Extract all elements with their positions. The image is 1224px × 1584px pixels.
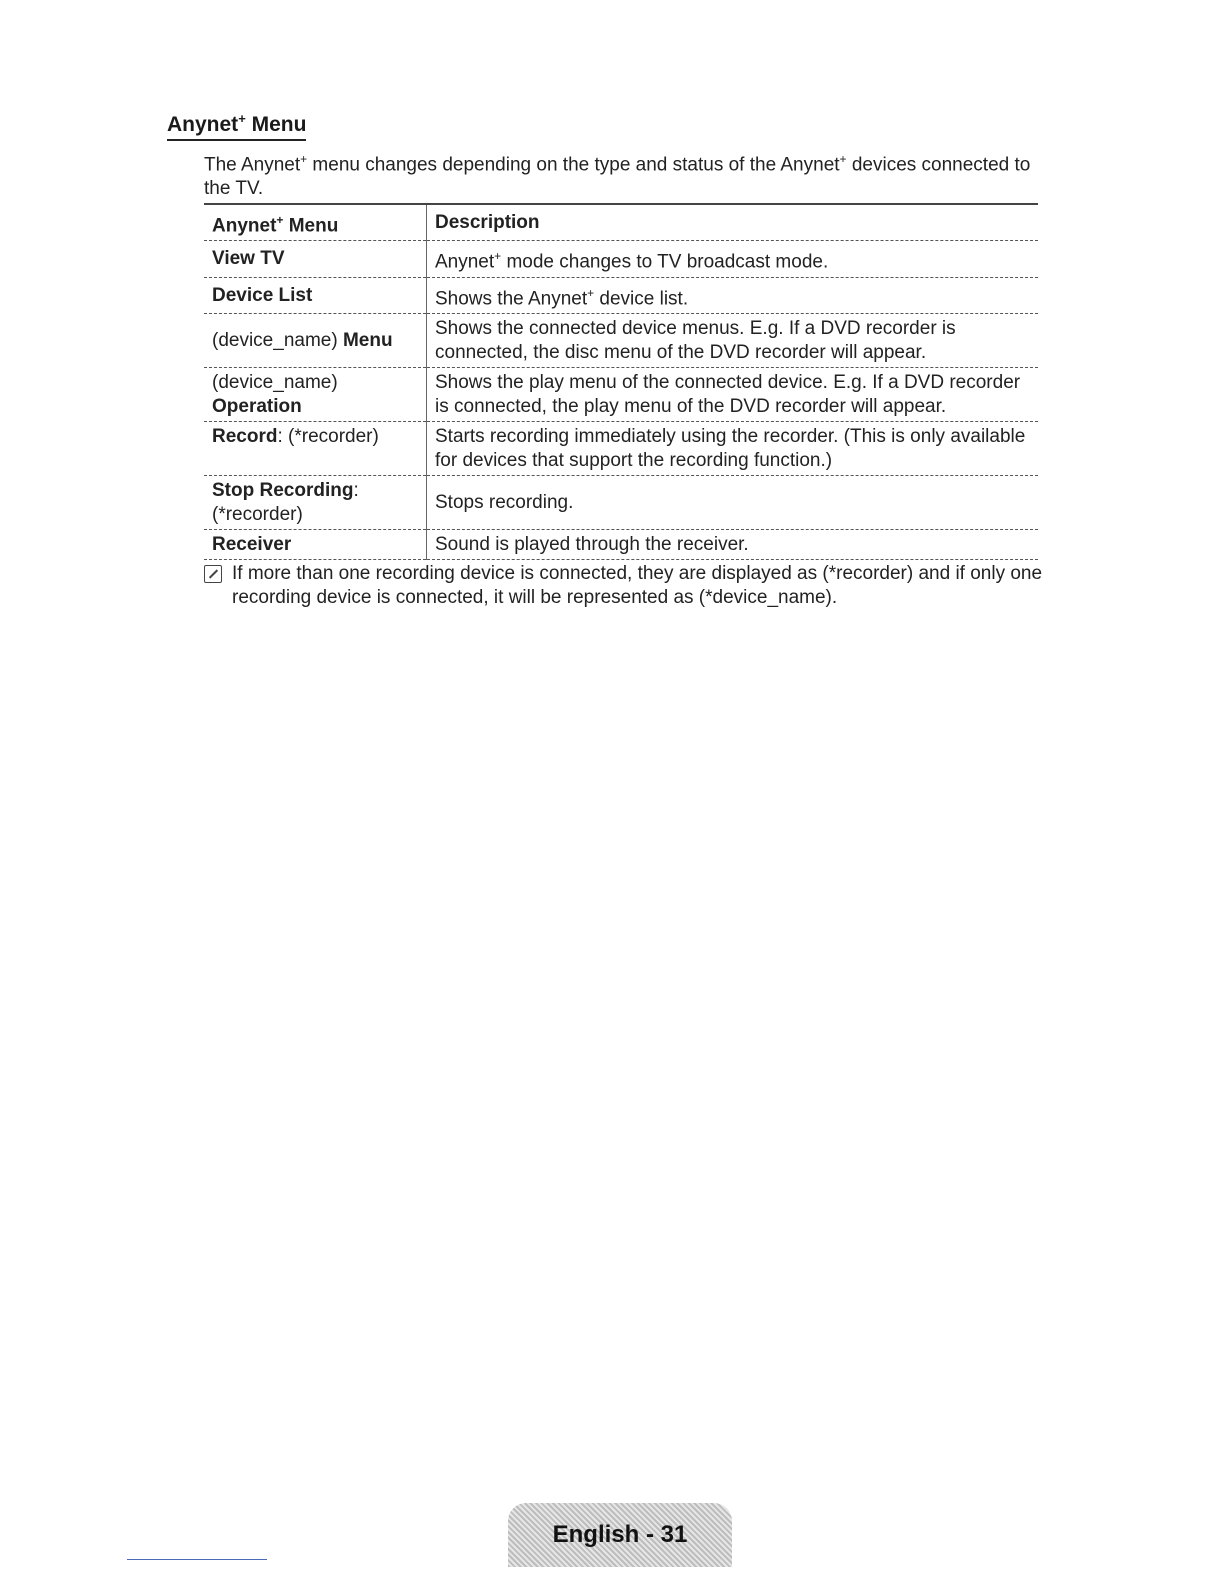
description-cell: Shows the connected device menus. E.g. If a DVD recorder is connected, the disc menu of the DVD recorder will appear. — [427, 313, 1039, 367]
anynet-menu-table — [204, 203, 1038, 560]
menu-cell: Record: (*recorder) — [204, 421, 427, 475]
note — [204, 562, 1054, 610]
menu-cell: Receiver — [204, 529, 427, 559]
table-row — [204, 367, 1038, 421]
description-cell: Stops recording. — [427, 475, 1039, 529]
description-cell: Shows the Anynet+ device list. — [427, 277, 1039, 313]
table-row — [204, 241, 1038, 277]
note-text: If more than one recording device is connected, they are displayed as (*recorder) and if only one recording device is connected, it will be represented as (*device_name). — [232, 563, 1043, 608]
menu-cell: Stop Recording: (*recorder) — [204, 475, 427, 529]
table-row — [204, 475, 1038, 529]
footer-divider — [127, 1559, 267, 1560]
section-title: Anynet+ Menu — [167, 106, 306, 141]
note-icon — [204, 565, 222, 583]
table-row — [204, 313, 1038, 367]
table-row — [204, 277, 1038, 313]
page-number-badge: English - 31 — [508, 1503, 732, 1567]
description-cell: Anynet+ mode changes to TV broadcast mode. — [427, 241, 1039, 277]
table-row — [204, 421, 1038, 475]
table-row — [204, 529, 1038, 559]
menu-cell: (device_name) Menu — [204, 313, 427, 367]
description-cell: Sound is played through the receiver. — [427, 529, 1039, 559]
description-cell: Starts recording immediately using the recorder. (This is only available for devices that support the recording function.) — [427, 421, 1039, 475]
intro-paragraph: The Anynet+ menu changes depending on the type and status of the Anynet+ devices connected to the TV. — [204, 152, 1031, 200]
column-header-menu: Anynet+ Menu — [204, 204, 427, 241]
menu-cell: (device_name) Operation — [204, 367, 427, 421]
menu-cell: View TV — [204, 241, 427, 277]
table-header-row — [204, 204, 1038, 241]
column-header-description: Description — [427, 204, 1039, 241]
menu-cell: Device List — [204, 277, 427, 313]
description-cell: Shows the play menu of the connected device. E.g. If a DVD recorder is connected, the play menu of the DVD recorder will appear. — [427, 367, 1039, 421]
